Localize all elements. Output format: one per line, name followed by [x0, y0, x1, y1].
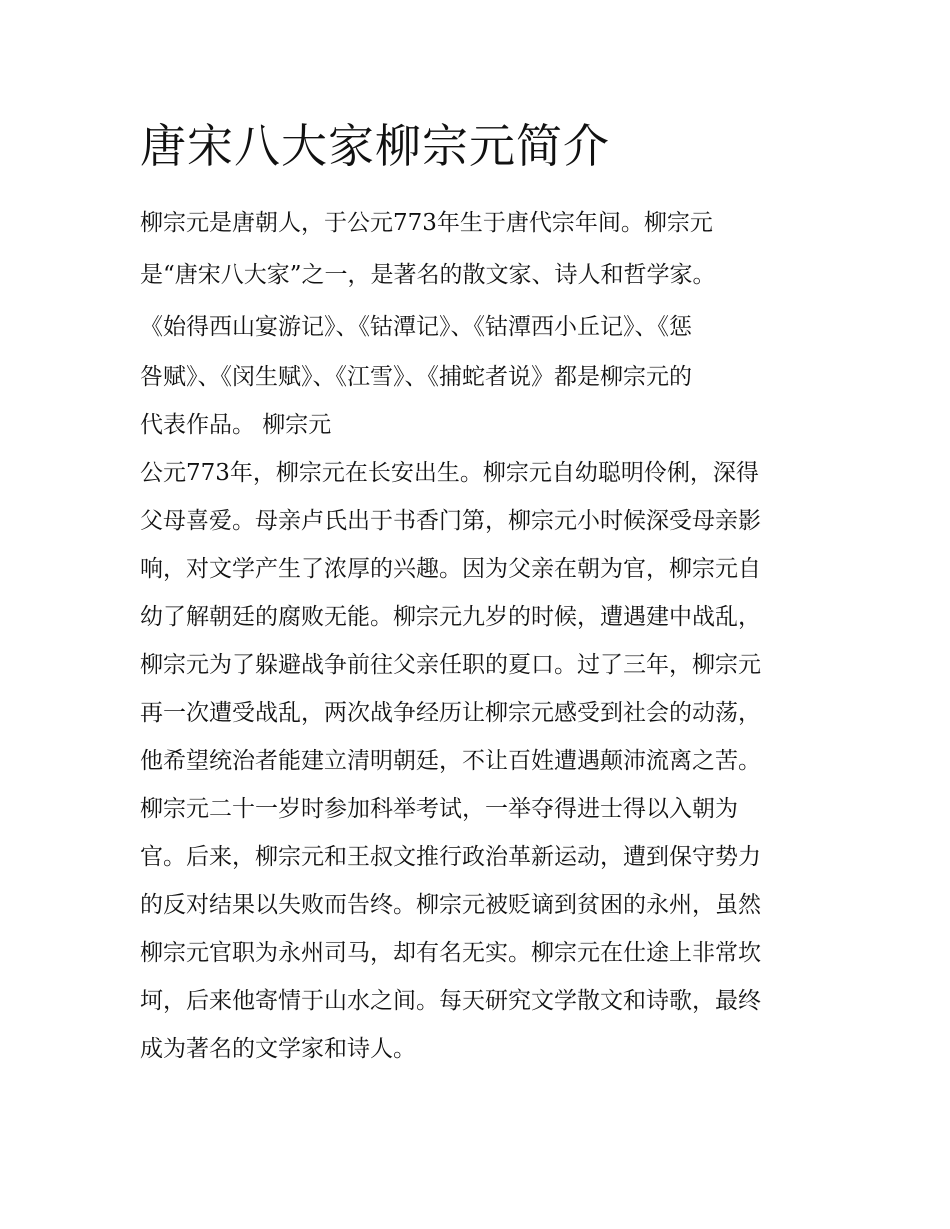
body-line: 柳宗元为了躲避战争前往父亲任职的夏口。过了三年，柳宗元 — [140, 652, 761, 678]
body-line: 他希望统治者能建立清明朝廷，不让百姓遭遇颠沛流离之苦。 — [140, 748, 761, 774]
body-line: 幼了解朝廷的腐败无能。柳宗元九岁的时候，遭遇建中战乱， — [140, 604, 761, 630]
body-line: 是“唐宋八大家”之一，是著名的散文家、诗人和哲学家。 — [140, 262, 716, 288]
document-title: 唐宋八大家柳宗元简介 — [140, 119, 610, 173]
body-line: 再一次遭受战乱，两次战争经历让柳宗元感受到社会的动荡， — [140, 700, 761, 726]
body-line: 《始得西山宴游记》、《钴潭记》、《钴潭西小丘记》、《惩 — [140, 314, 692, 340]
body-line: 代表作品。 柳宗元 — [140, 412, 332, 438]
body-line: 柳宗元二十一岁时参加科举考试，一举夺得进士得以入朝为 — [140, 796, 738, 822]
body-line: 父母喜爱。母亲卢氏出于书香门第，柳宗元小时候深受母亲影 — [140, 508, 761, 534]
document-body — [140, 204, 830, 1068]
body-line: 柳宗元官职为永州司马，却有名无实。柳宗元在仕途上非常坎 — [140, 940, 761, 966]
body-line: 坷，后来他寄情于山水之间。每天研究文学散文和诗歌，最终 — [140, 988, 761, 1014]
body-line: 柳宗元是唐朝人，于公元773年生于唐代宗年间。柳宗元 — [140, 210, 713, 236]
body-line: 公元773年，柳宗元在长安出生。柳宗元自幼聪明伶俐，深得 — [140, 460, 759, 486]
body-line: 咎赋》、《闵生赋》、《江雪》、《捕蛇者说》都是柳宗元的 — [140, 364, 692, 390]
body-line: 的反对结果以失败而告终。柳宗元被贬谪到贫困的永州，虽然 — [140, 892, 761, 918]
body-line: 成为著名的文学家和诗人。 — [140, 1036, 416, 1062]
body-line: 官。后来，柳宗元和王叔文推行政治革新运动，遭到保守势力 — [140, 844, 761, 870]
body-line: 响，对文学产生了浓厚的兴趣。因为父亲在朝为官，柳宗元自 — [140, 556, 761, 582]
